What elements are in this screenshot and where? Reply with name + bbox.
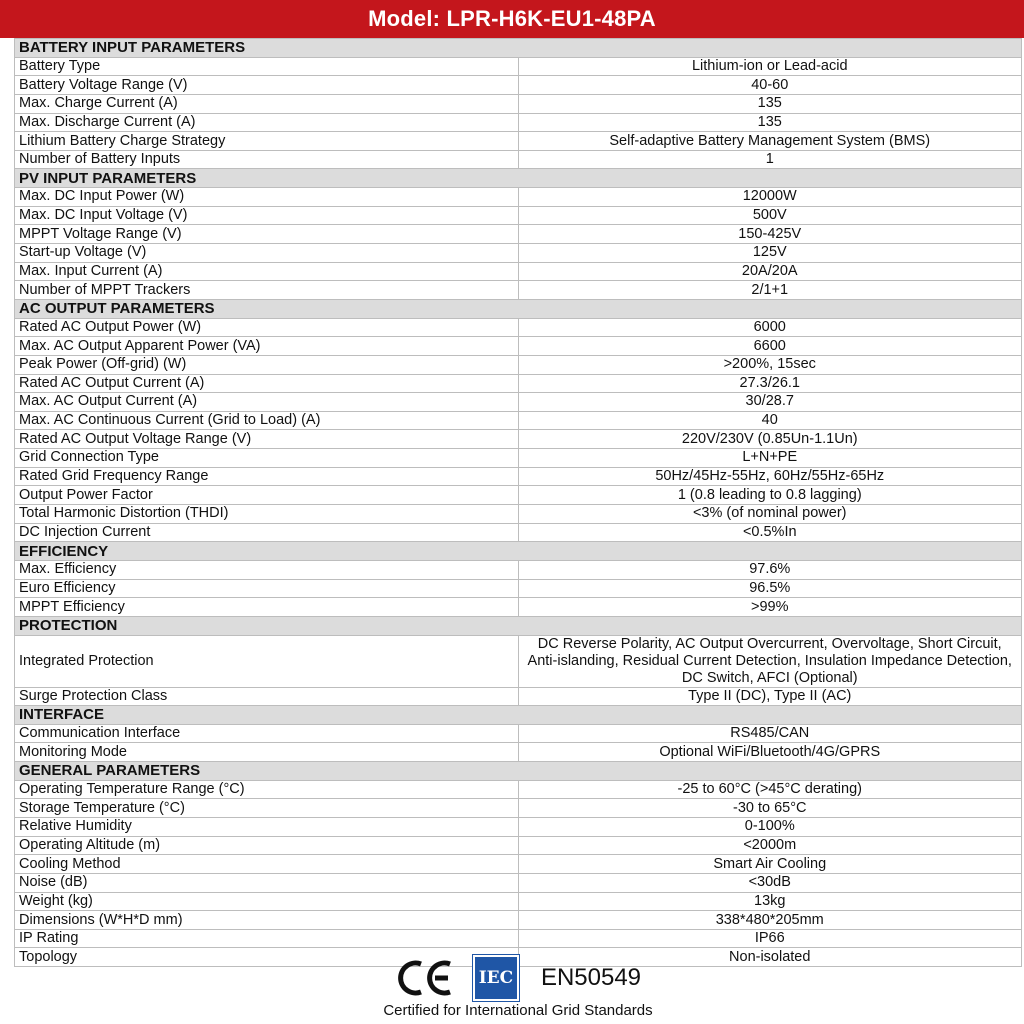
parameter-label: Dimensions (W*H*D mm) bbox=[15, 911, 519, 930]
table-row bbox=[15, 262, 1022, 281]
parameter-value: <2000m bbox=[518, 836, 1022, 855]
parameter-label: Noise (dB) bbox=[15, 873, 519, 892]
parameter-value: 1 bbox=[518, 150, 1022, 169]
parameter-value: Lithium-ion or Lead-acid bbox=[518, 57, 1022, 76]
standard-label: EN50549 bbox=[540, 964, 642, 991]
parameter-label: Cooling Method bbox=[15, 855, 519, 874]
table-row bbox=[15, 206, 1022, 225]
certification-area bbox=[14, 950, 1022, 1024]
iec-logo bbox=[473, 955, 519, 1001]
parameter-label: Max. Charge Current (A) bbox=[15, 94, 519, 113]
table-row bbox=[15, 855, 1022, 874]
parameter-value: 2/1+1 bbox=[518, 281, 1022, 300]
table-row bbox=[15, 318, 1022, 337]
parameter-value: 27.3/26.1 bbox=[518, 374, 1022, 393]
parameter-label: Max. AC Continuous Current (Grid to Load) (A) bbox=[15, 411, 519, 430]
parameter-label: Relative Humidity bbox=[15, 817, 519, 836]
section-header bbox=[15, 616, 1022, 635]
parameter-label: Max. DC Input Power (W) bbox=[15, 188, 519, 207]
table-row bbox=[15, 486, 1022, 505]
iec-logo-text: IEC bbox=[478, 968, 514, 988]
table-row bbox=[15, 836, 1022, 855]
table-row bbox=[15, 724, 1022, 743]
parameter-value: 1 (0.8 leading to 0.8 lagging) bbox=[518, 486, 1022, 505]
parameter-value: Smart Air Cooling bbox=[518, 855, 1022, 874]
table-row bbox=[15, 817, 1022, 836]
parameter-value: -25 to 60°C (>45°C derating) bbox=[518, 780, 1022, 799]
parameter-label: Start-up Voltage (V) bbox=[15, 244, 519, 263]
section-header bbox=[15, 542, 1022, 561]
parameter-value: <30dB bbox=[518, 873, 1022, 892]
parameter-label: Lithium Battery Charge Strategy bbox=[15, 132, 519, 151]
certification-logos bbox=[14, 956, 1022, 1000]
table-row bbox=[15, 635, 1022, 687]
parameter-label: Storage Temperature (°C) bbox=[15, 799, 519, 818]
table-row bbox=[15, 430, 1022, 449]
table-row bbox=[15, 244, 1022, 263]
table-row bbox=[15, 449, 1022, 468]
parameter-label: Grid Connection Type bbox=[15, 449, 519, 468]
parameter-label: Max. Efficiency bbox=[15, 560, 519, 579]
parameter-value: 150-425V bbox=[518, 225, 1022, 244]
parameter-label: Operating Altitude (m) bbox=[15, 836, 519, 855]
parameter-value: 20A/20A bbox=[518, 262, 1022, 281]
certification-caption: Certified for International Grid Standards bbox=[383, 1002, 653, 1019]
parameter-value: 40 bbox=[518, 411, 1022, 430]
parameter-value: 13kg bbox=[518, 892, 1022, 911]
table-row bbox=[15, 281, 1022, 300]
section-header bbox=[15, 299, 1022, 318]
parameter-value: Type II (DC), Type II (AC) bbox=[518, 687, 1022, 706]
parameter-value: 338*480*205mm bbox=[518, 911, 1022, 930]
parameter-label: Rated AC Output Power (W) bbox=[15, 318, 519, 337]
table-row bbox=[15, 94, 1022, 113]
parameter-label: Total Harmonic Distortion (THDI) bbox=[15, 505, 519, 524]
table-row bbox=[15, 393, 1022, 412]
table-row bbox=[15, 374, 1022, 393]
table-row bbox=[15, 873, 1022, 892]
parameter-value: 0-100% bbox=[518, 817, 1022, 836]
table-row bbox=[15, 337, 1022, 356]
parameter-label: Euro Efficiency bbox=[15, 579, 519, 598]
parameter-value: -30 to 65°C bbox=[518, 799, 1022, 818]
parameter-label: Max. Discharge Current (A) bbox=[15, 113, 519, 132]
parameter-label: Max. AC Output Apparent Power (VA) bbox=[15, 337, 519, 356]
parameter-value: 135 bbox=[518, 94, 1022, 113]
parameter-label: Rated AC Output Current (A) bbox=[15, 374, 519, 393]
model-title-bar bbox=[0, 0, 1024, 38]
table-row bbox=[15, 743, 1022, 762]
table-row bbox=[15, 467, 1022, 486]
parameter-value: 50Hz/45Hz-55Hz, 60Hz/55Hz-65Hz bbox=[518, 467, 1022, 486]
table-row bbox=[15, 188, 1022, 207]
parameter-value: Non-isolated bbox=[518, 948, 1022, 967]
section-title: INTERFACE bbox=[15, 706, 1022, 725]
table-row bbox=[15, 150, 1022, 169]
parameter-label: Weight (kg) bbox=[15, 892, 519, 911]
model-title: Model: LPR-H6K-EU1-48PA bbox=[368, 6, 656, 31]
table-row bbox=[15, 355, 1022, 374]
section-title: PROTECTION bbox=[15, 616, 1022, 635]
parameter-label: MPPT Voltage Range (V) bbox=[15, 225, 519, 244]
section-title: AC OUTPUT PARAMETERS bbox=[15, 299, 1022, 318]
parameter-value: 6600 bbox=[518, 337, 1022, 356]
parameter-label: IP Rating bbox=[15, 929, 519, 948]
table-row bbox=[15, 560, 1022, 579]
parameter-label: Battery Voltage Range (V) bbox=[15, 76, 519, 95]
parameter-value: 12000W bbox=[518, 188, 1022, 207]
parameter-label: Rated Grid Frequency Range bbox=[15, 467, 519, 486]
parameter-label: MPPT Efficiency bbox=[15, 598, 519, 617]
parameter-value: IP66 bbox=[518, 929, 1022, 948]
parameter-value: DC Reverse Polarity, AC Output Overcurrent, Overvoltage, Short Circuit, Anti-islanding, Residual Current Detection, Insulation Impedance Detection, DC Switch, AFCI (Optional) bbox=[518, 635, 1022, 687]
table-row bbox=[15, 132, 1022, 151]
section-header bbox=[15, 706, 1022, 725]
table-row bbox=[15, 411, 1022, 430]
section-header bbox=[15, 762, 1022, 781]
parameter-value: >200%, 15sec bbox=[518, 355, 1022, 374]
parameter-label: Number of Battery Inputs bbox=[15, 150, 519, 169]
table-row bbox=[15, 579, 1022, 598]
parameter-value: 97.6% bbox=[518, 560, 1022, 579]
parameter-label: Topology bbox=[15, 948, 519, 967]
table-row bbox=[15, 892, 1022, 911]
parameter-value: <3% (of nominal power) bbox=[518, 505, 1022, 524]
parameter-value: 125V bbox=[518, 244, 1022, 263]
table-row bbox=[15, 687, 1022, 706]
table-row bbox=[15, 505, 1022, 524]
parameter-label: Max. AC Output Current (A) bbox=[15, 393, 519, 412]
table-row bbox=[15, 929, 1022, 948]
ce-mark-icon bbox=[395, 958, 455, 998]
parameter-label: Battery Type bbox=[15, 57, 519, 76]
section-header bbox=[15, 169, 1022, 188]
parameter-label: Surge Protection Class bbox=[15, 687, 519, 706]
section-header bbox=[15, 39, 1022, 58]
section-title: BATTERY INPUT PARAMETERS bbox=[15, 39, 1022, 58]
table-row bbox=[15, 598, 1022, 617]
parameter-label: Communication Interface bbox=[15, 724, 519, 743]
parameter-label: Monitoring Mode bbox=[15, 743, 519, 762]
parameter-value: 220V/230V (0.85Un-1.1Un) bbox=[518, 430, 1022, 449]
parameter-value: 6000 bbox=[518, 318, 1022, 337]
table-row bbox=[15, 76, 1022, 95]
table-row bbox=[15, 799, 1022, 818]
parameter-value: 96.5% bbox=[518, 579, 1022, 598]
parameter-label: DC Injection Current bbox=[15, 523, 519, 542]
parameter-label: Integrated Protection bbox=[15, 635, 519, 687]
section-title: GENERAL PARAMETERS bbox=[15, 762, 1022, 781]
parameter-value: Self-adaptive Battery Management System (BMS) bbox=[518, 132, 1022, 151]
section-title: EFFICIENCY bbox=[15, 542, 1022, 561]
parameter-label: Output Power Factor bbox=[15, 486, 519, 505]
table-row bbox=[15, 780, 1022, 799]
parameter-value: >99% bbox=[518, 598, 1022, 617]
table-row bbox=[15, 911, 1022, 930]
parameter-value: 135 bbox=[518, 113, 1022, 132]
parameter-label: Peak Power (Off-grid) (W) bbox=[15, 355, 519, 374]
table-row bbox=[15, 225, 1022, 244]
section-title: PV INPUT PARAMETERS bbox=[15, 169, 1022, 188]
parameter-label: Max. DC Input Voltage (V) bbox=[15, 206, 519, 225]
parameter-value: 30/28.7 bbox=[518, 393, 1022, 412]
table-row bbox=[15, 523, 1022, 542]
parameter-value: RS485/CAN bbox=[518, 724, 1022, 743]
parameter-value: Optional WiFi/Bluetooth/4G/GPRS bbox=[518, 743, 1022, 762]
parameter-label: Rated AC Output Voltage Range (V) bbox=[15, 430, 519, 449]
table-row bbox=[15, 113, 1022, 132]
parameter-label: Number of MPPT Trackers bbox=[15, 281, 519, 300]
spec-table bbox=[14, 38, 1022, 967]
parameter-value: <0.5%In bbox=[518, 523, 1022, 542]
parameter-label: Max. Input Current (A) bbox=[15, 262, 519, 281]
parameter-value: L+N+PE bbox=[518, 449, 1022, 468]
parameter-value: 40-60 bbox=[518, 76, 1022, 95]
parameter-label: Operating Temperature Range (°C) bbox=[15, 780, 519, 799]
parameter-value: 500V bbox=[518, 206, 1022, 225]
table-row bbox=[15, 57, 1022, 76]
